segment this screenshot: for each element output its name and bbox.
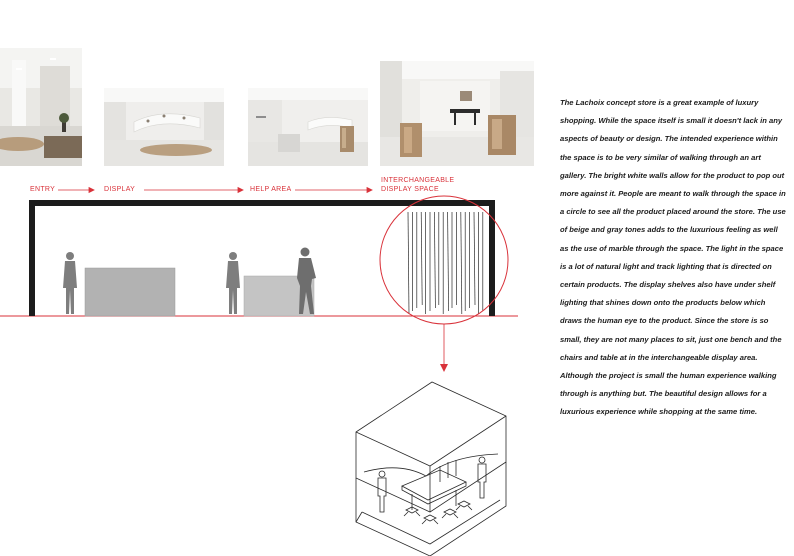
store-photo-interchangeable bbox=[380, 61, 534, 166]
label-entry: ENTRY bbox=[30, 186, 56, 193]
label-interchangeable-line1: INTERCHANGEABLE bbox=[381, 177, 455, 184]
label-display: DISPLAY bbox=[104, 186, 136, 193]
isometric-drawing bbox=[340, 372, 520, 556]
store-photo-entry bbox=[0, 48, 82, 166]
label-interchangeable-line2: DISPLAY SPACE bbox=[381, 186, 439, 193]
highlight-circle bbox=[380, 196, 508, 324]
curtain-strand bbox=[474, 212, 475, 305]
curtain-lines bbox=[408, 212, 483, 314]
store-photo-display bbox=[104, 88, 224, 166]
human-figure bbox=[63, 252, 77, 314]
display-counter bbox=[85, 268, 175, 316]
curtain-strand bbox=[461, 212, 462, 314]
curtain-strand bbox=[448, 212, 449, 311]
store-description: The Lachoix concept store is a great example of luxury shopping. While the space itself is small it doesn't lack in any aspects of beauty or design. The intended experience within the space is to be very similar of walking through an art gallery. The bright white walls allow for the product to pop out more against it. People are meant to walk through the space in a circle to see all the product placed around the store. The use of beige and gray tones adds to the luxurious feeling as well as the use of marble through the space. The light in the space is a lot of natural light and track lighting that is directed on certain products. The display shelves also have under shelf lighting that shines down onto the products below which draws the human eye to the product. Since the store is so small, they are not many places to sit, just one bench and the chairs and table at in the interchangeable display area. Although the project is small the human experience walking through is anything but. The beautiful design allows for a luxurious experience while shopping at the same time. bbox=[560, 98, 786, 417]
section-diagram bbox=[0, 168, 520, 368]
curtain-strand bbox=[434, 212, 435, 308]
label-help-area: HELP AREA bbox=[250, 186, 292, 193]
curtain-strand bbox=[408, 212, 409, 314]
store-photo-help-area bbox=[248, 88, 368, 166]
human-figure bbox=[226, 252, 240, 314]
curtain-strand bbox=[421, 212, 422, 305]
